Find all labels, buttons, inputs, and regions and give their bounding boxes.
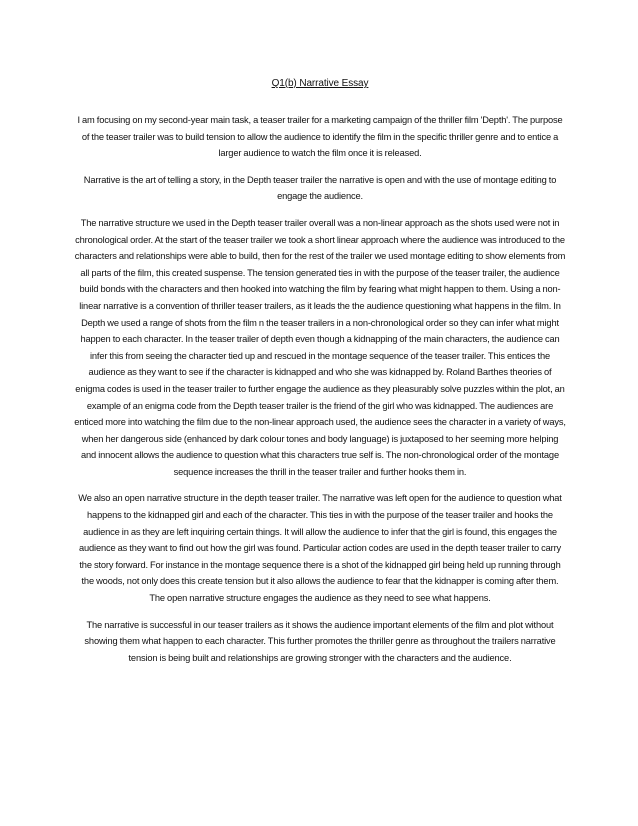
paragraph-narrative-definition: Narrative is the art of telling a story, in the Depth teaser trailer the narrative is open and with the use of montage editing to engage the audience. bbox=[83, 174, 557, 202]
paragraph-non-linear-structure: The narrative structure we used in the Depth teaser trailer overall was a non-linear approach as the shots used were not in chronological order. At the start of the teaser trailer we took a short linear approach where the audience was introduced to the characters and relationships were able to build, then for the rest of the trailer we used montage editing to show elements from all parts of the film, this created suspense. The tension generated ties in with the purpose of the teaser trailer, the audience build bonds with the characters and then hooked into watching the film by fearing what might happen to them. Using a non-linear narrative is a convention of thriller teaser trailers, as it leads the the audience questioning what happens in the film. In Depth we used a range of shots from the film n the teaser trailers in a non-chronological order so they can infer what might happen to each character. In the teaser trailer of depth even though a kidnapping of the main characters, the audience can infer this from seeing the character tied up and rescued in the montage sequence of the teaser trailer. This entices the audience as they want to see if the character is kidnapped and who she was kidnapped by. Roland Barthes theories of enigma codes is used in the teaser trailer to further engage the audience as they pleasurably solve puzzles within the plot, an example of an enigma code from the Depth teaser trailer is the friend of the girl who was kidnapped. The audiences are enticed more into watching the film due to the non-linear approach used, the audience sees the character in a variety of ways, when her dangerous side (enhanced by dark colour tones and body language) is juxtaposed to her seeming more helping and innocent allows the audience to question what this characters true self is. The non-chronological order of the montage sequence increases the thrill in the teaser trailer and further hooks them in. bbox=[74, 217, 566, 477]
paragraph-conclusion: The narrative is successful in our teaser trailers as it shows the audience important elements of the film and plot without showing them what happen to each character. This further promotes the thriller genre as throughout the trailers narrative tension is being built and relationships are growing stronger with the characters and the audience. bbox=[84, 619, 556, 663]
essay-title: Q1(b) Narrative Essay bbox=[271, 78, 369, 89]
paragraph-intro: I am focusing on my second-year main task, a teaser trailer for a marketing campaign of the thriller film 'Depth'. The purpose of the teaser trailer was to build tension to allow the audience to identify the film in the specific thriller genre and to entice a larger audience to watch the film once it is released. bbox=[77, 115, 563, 159]
paragraph-open-narrative: We also an open narrative structure in the depth teaser trailer. The narrative was left open for the audience to question what happens to the kidnapped girl and each of the character. This ties in with the purpose of the teaser trailer and hooks the audience in as they are left inquiring certain things. It will allow the audience to infer that the girl is found, this engages the audience as they want to find out how the girl was found. Particular action codes are used in the depth teaser trailer to carry the story forward. For instance in the montage sequence there is a shot of the kidnapped girl being held up running through the woods, not only does this create tension but it also allows the audience to fear that the kidnapper is coming after them. The open narrative structure engages the audience as they need to see what happens. bbox=[78, 493, 562, 604]
